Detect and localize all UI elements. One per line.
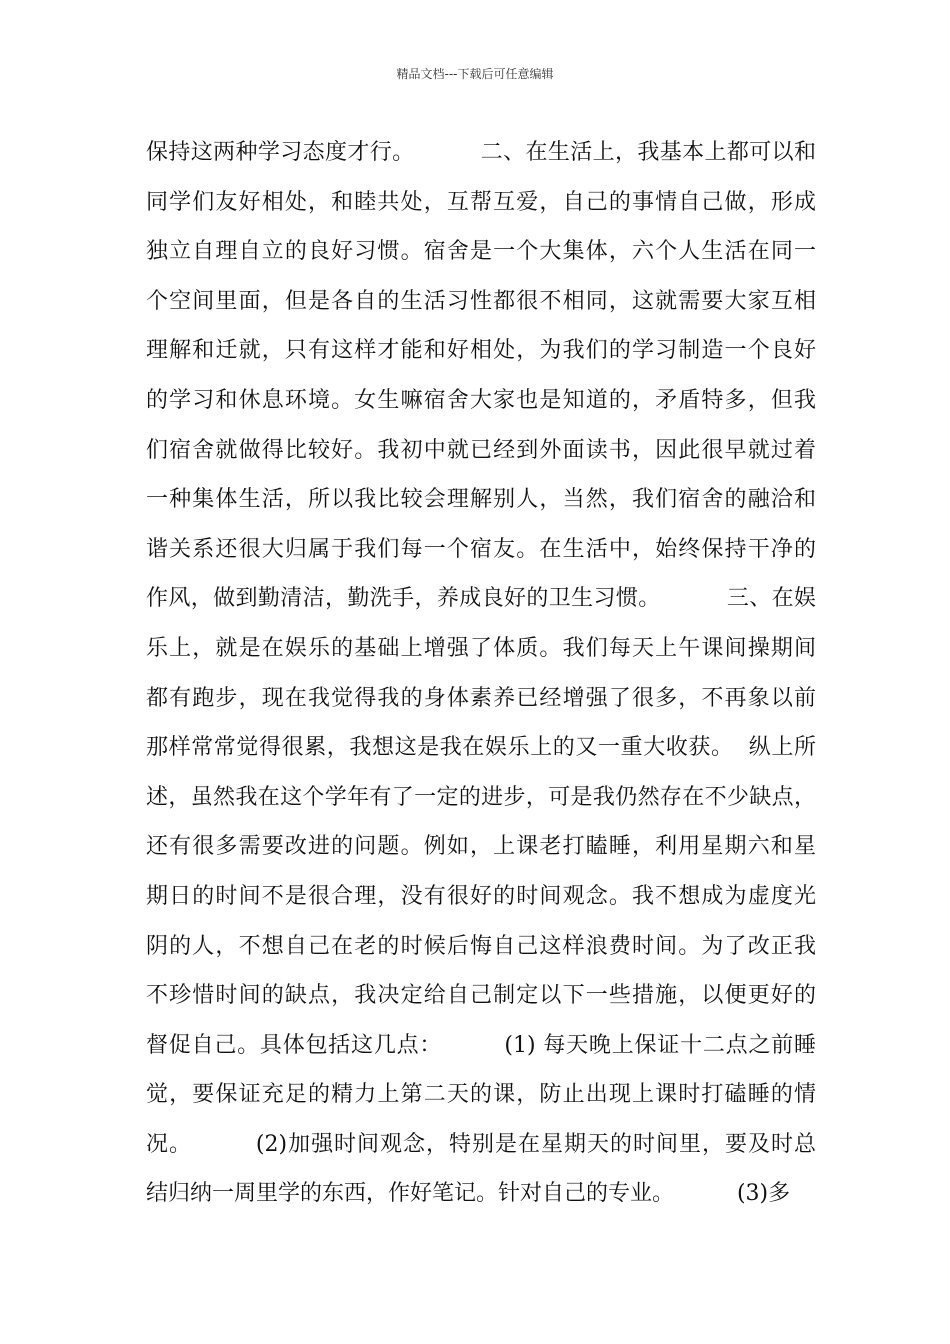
text-line: 理解和迁就，只有这样才能和好相处，为我们的学习制造一个良好: [146, 338, 816, 364]
text-line: 们宿舍就做得比较好。我初中就已经到外面读书，因此很早就过着: [146, 437, 816, 463]
text-line: 述，虽然我在这个学年有了一定的进步，可是我仍然存在不少缺点，: [146, 784, 816, 810]
text-line: 谐关系还很大归属于我们每一个宿友。在生活中，始终保持干净的: [146, 536, 816, 562]
page-header: 精品文档---下载后可任意编辑: [396, 67, 554, 81]
text-line: 期日的时间不是很合理，没有很好的时间观念。我不想成为虚度光: [146, 883, 816, 909]
text-line: 结归纳一周里学的东西，作好笔记。针对自己的专业。 (3)多: [146, 1181, 791, 1207]
text-line: 保持这两种学习态度才行。 二、在生活上，我基本上都可以和: [146, 140, 816, 165]
text-line: 的学习和休息环境。女生嘛宿舍大家也是知道的，矛盾特多，但我: [146, 387, 816, 413]
document-body: [146, 128, 816, 1219]
text-line: 觉，要保证充足的精力上第二天的课，防止出现上课时打磕睡的情: [146, 1082, 816, 1108]
text-line: 独立自理自立的良好习惯。宿舍是一个大集体，六个人生活在同一: [146, 239, 816, 265]
text-line: 那样常常觉得很累，我想这是我在娱乐上的又一重大收获。 纵上所: [146, 735, 816, 761]
text-line: 督促自己。具体包括这几点： (1) 每天晚上保证十二点之前睡: [146, 1032, 816, 1058]
text-line: 一种集体生活，所以我比较会理解别人，当然，我们宿舍的融洽和: [146, 487, 816, 513]
text-line: 作风，做到勤清洁，勤洗手，养成良好的卫生习惯。 三、在娱: [146, 586, 816, 612]
text-line: 不珍惜时间的缺点，我决定给自己制定以下一些措施，以便更好的: [146, 983, 816, 1009]
text-line: 个空间里面，但是各自的生活习性都很不相同，这就需要大家互相: [146, 288, 816, 314]
text-line: 乐上，就是在娱乐的基础上增强了体质。我们每天上午课间操期间: [146, 635, 816, 661]
text-line: 还有很多需要改进的问题。例如，上课老打瞌睡，利用星期六和星: [146, 834, 816, 860]
text-line: 同学们友好相处，和睦共处，互帮互爱，自己的事情自己做，形成: [146, 189, 816, 215]
text-line: 阴的人，不想自己在老的时候后悔自己这样浪费时间。为了改正我: [146, 933, 816, 959]
text-line: 都有跑步，现在我觉得我的身体素养已经增强了很多，不再象以前: [146, 685, 816, 711]
text-line: 况。 (2)加强时间观念，特别是在星期天的时间里，要及时总: [146, 1131, 816, 1157]
